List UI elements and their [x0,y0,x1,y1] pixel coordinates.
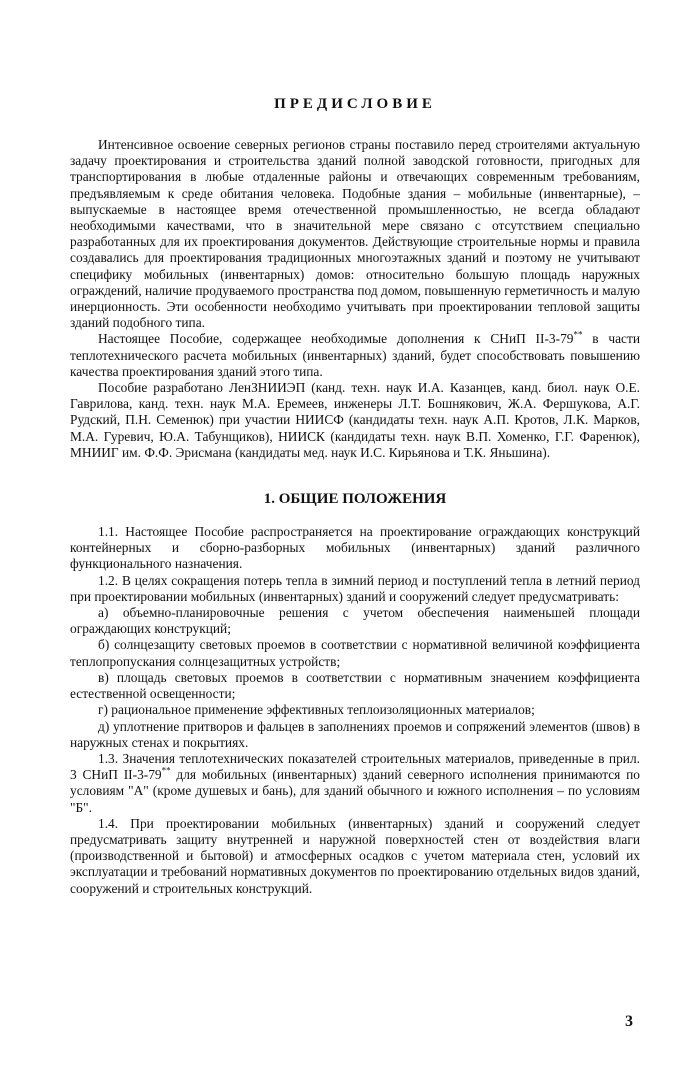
clause-1-3-end: для мобильных (инвентарных) зданий северного исполнения принимаются по условиям "А" (кроме душевых и бань), для зданий обычного и южного исполнения – по условиям "Б". [70,767,640,815]
page-number: 3 [625,1013,633,1030]
clause-1-2-item-d: д) уплотнение притворов и фальцев в заполнениях проемов и сопряжений элементов (швов) в наружных стенах и покрытиях. [70,718,640,750]
clause-1-2-item-v: в) площадь световых проемов в соответствии с нормативным значением коэффициента естественной освещенности; [70,669,640,702]
snip-superscript: ** [573,329,583,340]
clause-1-1: 1.1. Настоящее Пособие распространяется на проектирование ограждающих конструкций контейнерных и сборно-разборных мобильных (инвентарных) зданий различного функционального назначения. [70,524,640,572]
clause-1-2-item-g: г) рациональное применение эффективных теплоизоляционных материалов; [98,702,535,718]
preface-paragraph-2-end: в части теплотехнического расчета мобильных (инвентарных) зданий, будет способствовать повышению качества проектирования зданий этого типа. [70,331,640,379]
clause-1-3-start: 1.3. Значения теплотехнических показателей строительных материалов, приведенные в прил. 3 СНиП II-3-79 [70,750,640,783]
clause-1-2-item-a: а) объемно-планировочные решения с учетом обеспечения наименьшей площади ограждающих конструкций; [70,605,640,637]
preface-paragraph-3: Пособие разработано ЛенЗНИИЭП (канд. техн. наук И.А. Казанцев, канд. биол. наук О.Е. Гаврилова, канд. техн. наук М.А. Еремеев, инженеры Л.Т. Бошнякович, Ж.А. Фершукова, А.Г. Рудский, П.Н. Семенюк) при участии НИИСФ (кандидаты техн. наук А.П. Кротов, Л.К. Марков, М.А. Гуревич, Ю.А. Табунщиков), НИИСК (кандидаты техн. наук В.П. Хоменко, Г.Г. Фаренюк), МНИИГ им. Ф.Ф. Эрисмана (кандидаты мед. наук И.С. Кирьянова и Т.К. Яньшина). [70,380,640,460]
snip-superscript: ** [161,765,171,776]
preface-paragraph-2-start: Настоящее Пособие, содержащее необходимые дополнения к СНиП II-3-79 [98,331,574,347]
clause-1-3 [70,751,640,816]
page-content [70,96,640,897]
preface-paragraph-1: Интенсивное освоение северных регионов страны поставило перед строителями актуальную задачу проектирования и строительства зданий полной заводской готовности, пригодных для транспортирования в любые отдаленные районы и отвечающих современным требованиям, предъявляемым к среде обитания человека. Подобные здания – мобильные (инвентарные), – выпускаемые в настоящее время отечественной промышленностью, не всегда обладают необходимыми качествами, что в значительной мере связано с отсутствием специально разработанных для их проектирования документов. Действующие строительные нормы и правила создавались для проектирования традиционных многоэтажных зданий и поэтому не учитывают специфику мобильных (инвентарных) домов: относительно большую площадь наружных ограждений, наличие продуваемого пространства под домом, повышенную герметичность и малую инерционность. Эти особенности необходимо учитывать при проектировании тепловой защиты зданий подобного типа. [70,137,640,331]
clause-1-2-item-b: б) солнцезащиту световых проемов в соответствии с нормативной величиной коэффициента теплопропускания солнцезащитных устройств; [70,637,640,669]
preface-heading: ПРЕДИСЛОВИЕ [274,96,436,112]
section-1-title: 1. ОБЩИЕ ПОЛОЖЕНИЯ [263,491,447,508]
preface-paragraph-2 [70,331,640,380]
clause-1-4: 1.4. При проектировании мобильных (инвентарных) зданий и сооружений следует предусматривать защиту внутренней и наружной поверхностей стен от воздействия влаги (производственной и бытовой) и атмосферных осадков с учетом материала стен, условий их эксплуатации и требований нормативных документов по проектированию отдельных видов зданий, сооружений и строительных конструкций. [70,815,640,896]
clause-1-2: 1.2. В целях сокращения потерь тепла в зимний период и поступлений тепла в летний период при проектировании мобильных (инвентарных) зданий и сооружений следует предусматривать: [70,572,640,604]
